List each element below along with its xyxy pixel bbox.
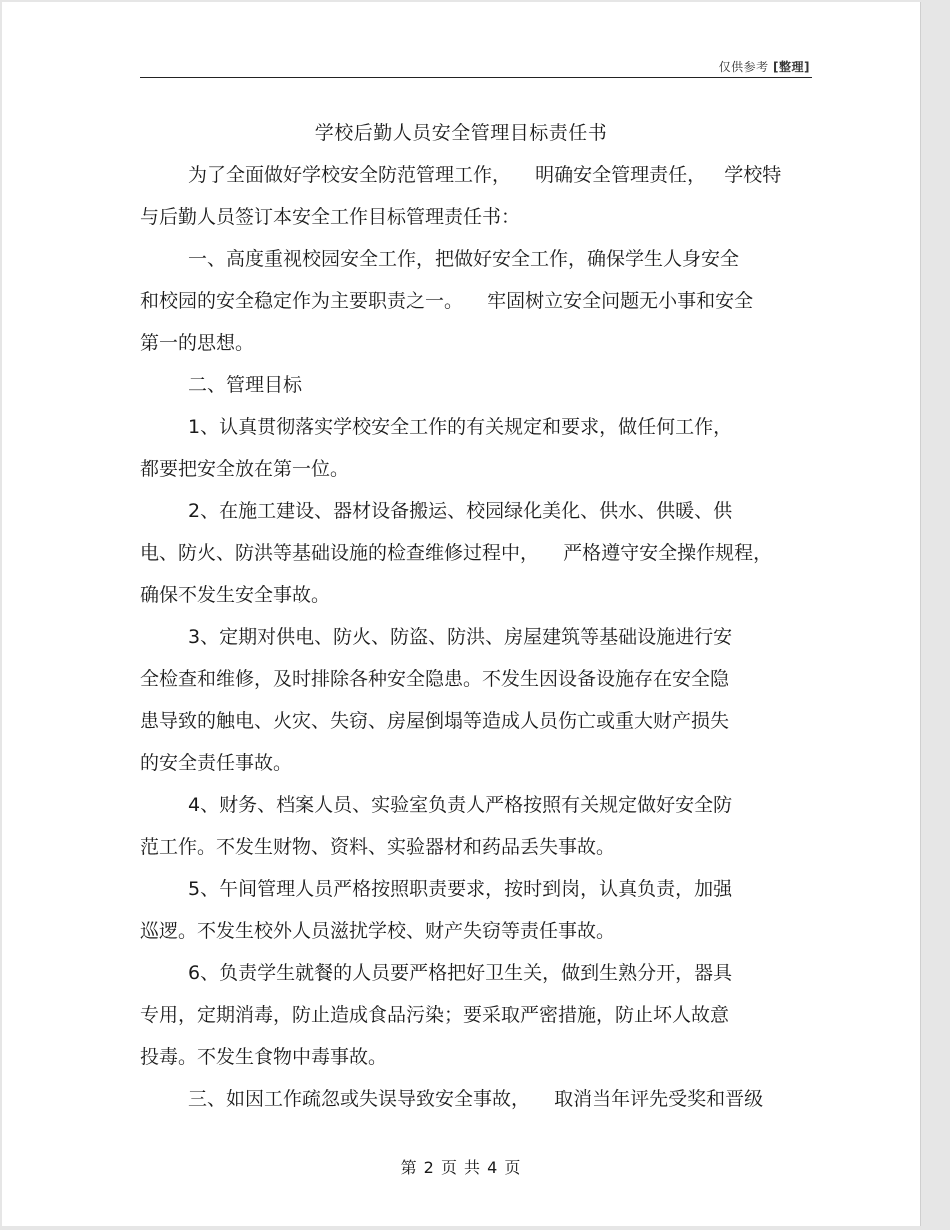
paragraph-line: 与后勤人员签订本安全工作目标管理责任书：	[140, 206, 521, 228]
paragraph-line: 一、高度重视校园安全工作，把做好安全工作，确保学生人身安全	[188, 248, 740, 270]
paragraph-line: 全检查和维修，及时排除各种安全隐患。不发生因设备设施存在安全隐	[140, 668, 730, 690]
header-rule	[140, 77, 812, 78]
document-page	[2, 2, 921, 1226]
paragraph-line: 范工作。不发生财物、资料、实验器材和药品丢失事故。	[140, 836, 616, 858]
paragraph-line: 第一的思想。	[140, 332, 255, 354]
paragraph-line: 为了全面做好学校安全防范管理工作， 明确安全管理责任， 学校特	[188, 164, 782, 186]
page-footer: 第 2 页 共 4 页	[400, 1158, 522, 1177]
header-note-text: 仅供参考	[718, 60, 769, 74]
paragraph	[140, 364, 820, 406]
paragraph-line: 三、如因工作疏忽或失误导致安全事故， 取消当年评先受奖和晋级	[188, 1088, 764, 1110]
paragraph-line: 6、负责学生就餐的人员要严格把好卫生关，做到生熟分开，器具	[188, 962, 733, 984]
paragraph-line: 投毒。不发生食物中毒事故。	[140, 1046, 388, 1068]
document-title: 学校后勤人员安全管理目标责任书	[314, 122, 608, 144]
paragraph-line: 5、午间管理人员严格按照职责要求，按时到岗，认真负责，加强	[188, 878, 733, 900]
paragraph	[140, 154, 820, 238]
paragraph-line: 电、防火、防洪等基础设施的检查维修过程中， 严格遵守安全操作规程，	[140, 542, 773, 564]
paragraph	[140, 952, 820, 1078]
paragraph-line: 患导致的触电、火灾、失窃、房屋倒塌等造成人员伤亡或重大财产损失	[140, 710, 730, 732]
header-note-tag: [整理]	[773, 60, 810, 74]
paragraph-line: 巡逻。不发生校外人员滋扰学校、财产失窃等责任事故。	[140, 920, 616, 942]
paragraph	[140, 238, 820, 364]
paragraph-line: 1、认真贯彻落实学校安全工作的有关规定和要求，做任何工作，	[188, 416, 733, 438]
paragraph	[140, 784, 820, 868]
paragraph-line: 专用，定期消毒，防止造成食品污染；要采取严密措施，防止坏人故意	[140, 1004, 730, 1026]
paragraph-line: 3、定期对供电、防火、防盗、防洪、房屋建筑等基础设施进行安	[188, 626, 733, 648]
document-body	[140, 154, 820, 1120]
paragraph-line: 的安全责任事故。	[140, 752, 293, 774]
paragraph-line: 都要把安全放在第一位。	[140, 458, 350, 480]
header-note	[719, 58, 810, 75]
paragraph	[140, 406, 820, 490]
paragraph-line: 二、管理目标	[188, 374, 303, 396]
paragraph-line: 2、在施工建设、器材设备搬运、校园绿化美化、供水、供暖、供	[188, 500, 733, 522]
paragraph	[140, 1078, 820, 1120]
paragraph-line: 确保不发生安全事故。	[140, 584, 331, 606]
paragraph	[140, 616, 820, 784]
paragraph-line: 和校园的安全稳定作为主要职责之一。 牢固树立安全问题无小事和安全	[140, 290, 754, 312]
paragraph	[140, 490, 820, 616]
paragraph	[140, 868, 820, 952]
paragraph-line: 4、财务、档案人员、实验室负责人严格按照有关规定做好安全防	[188, 794, 733, 816]
